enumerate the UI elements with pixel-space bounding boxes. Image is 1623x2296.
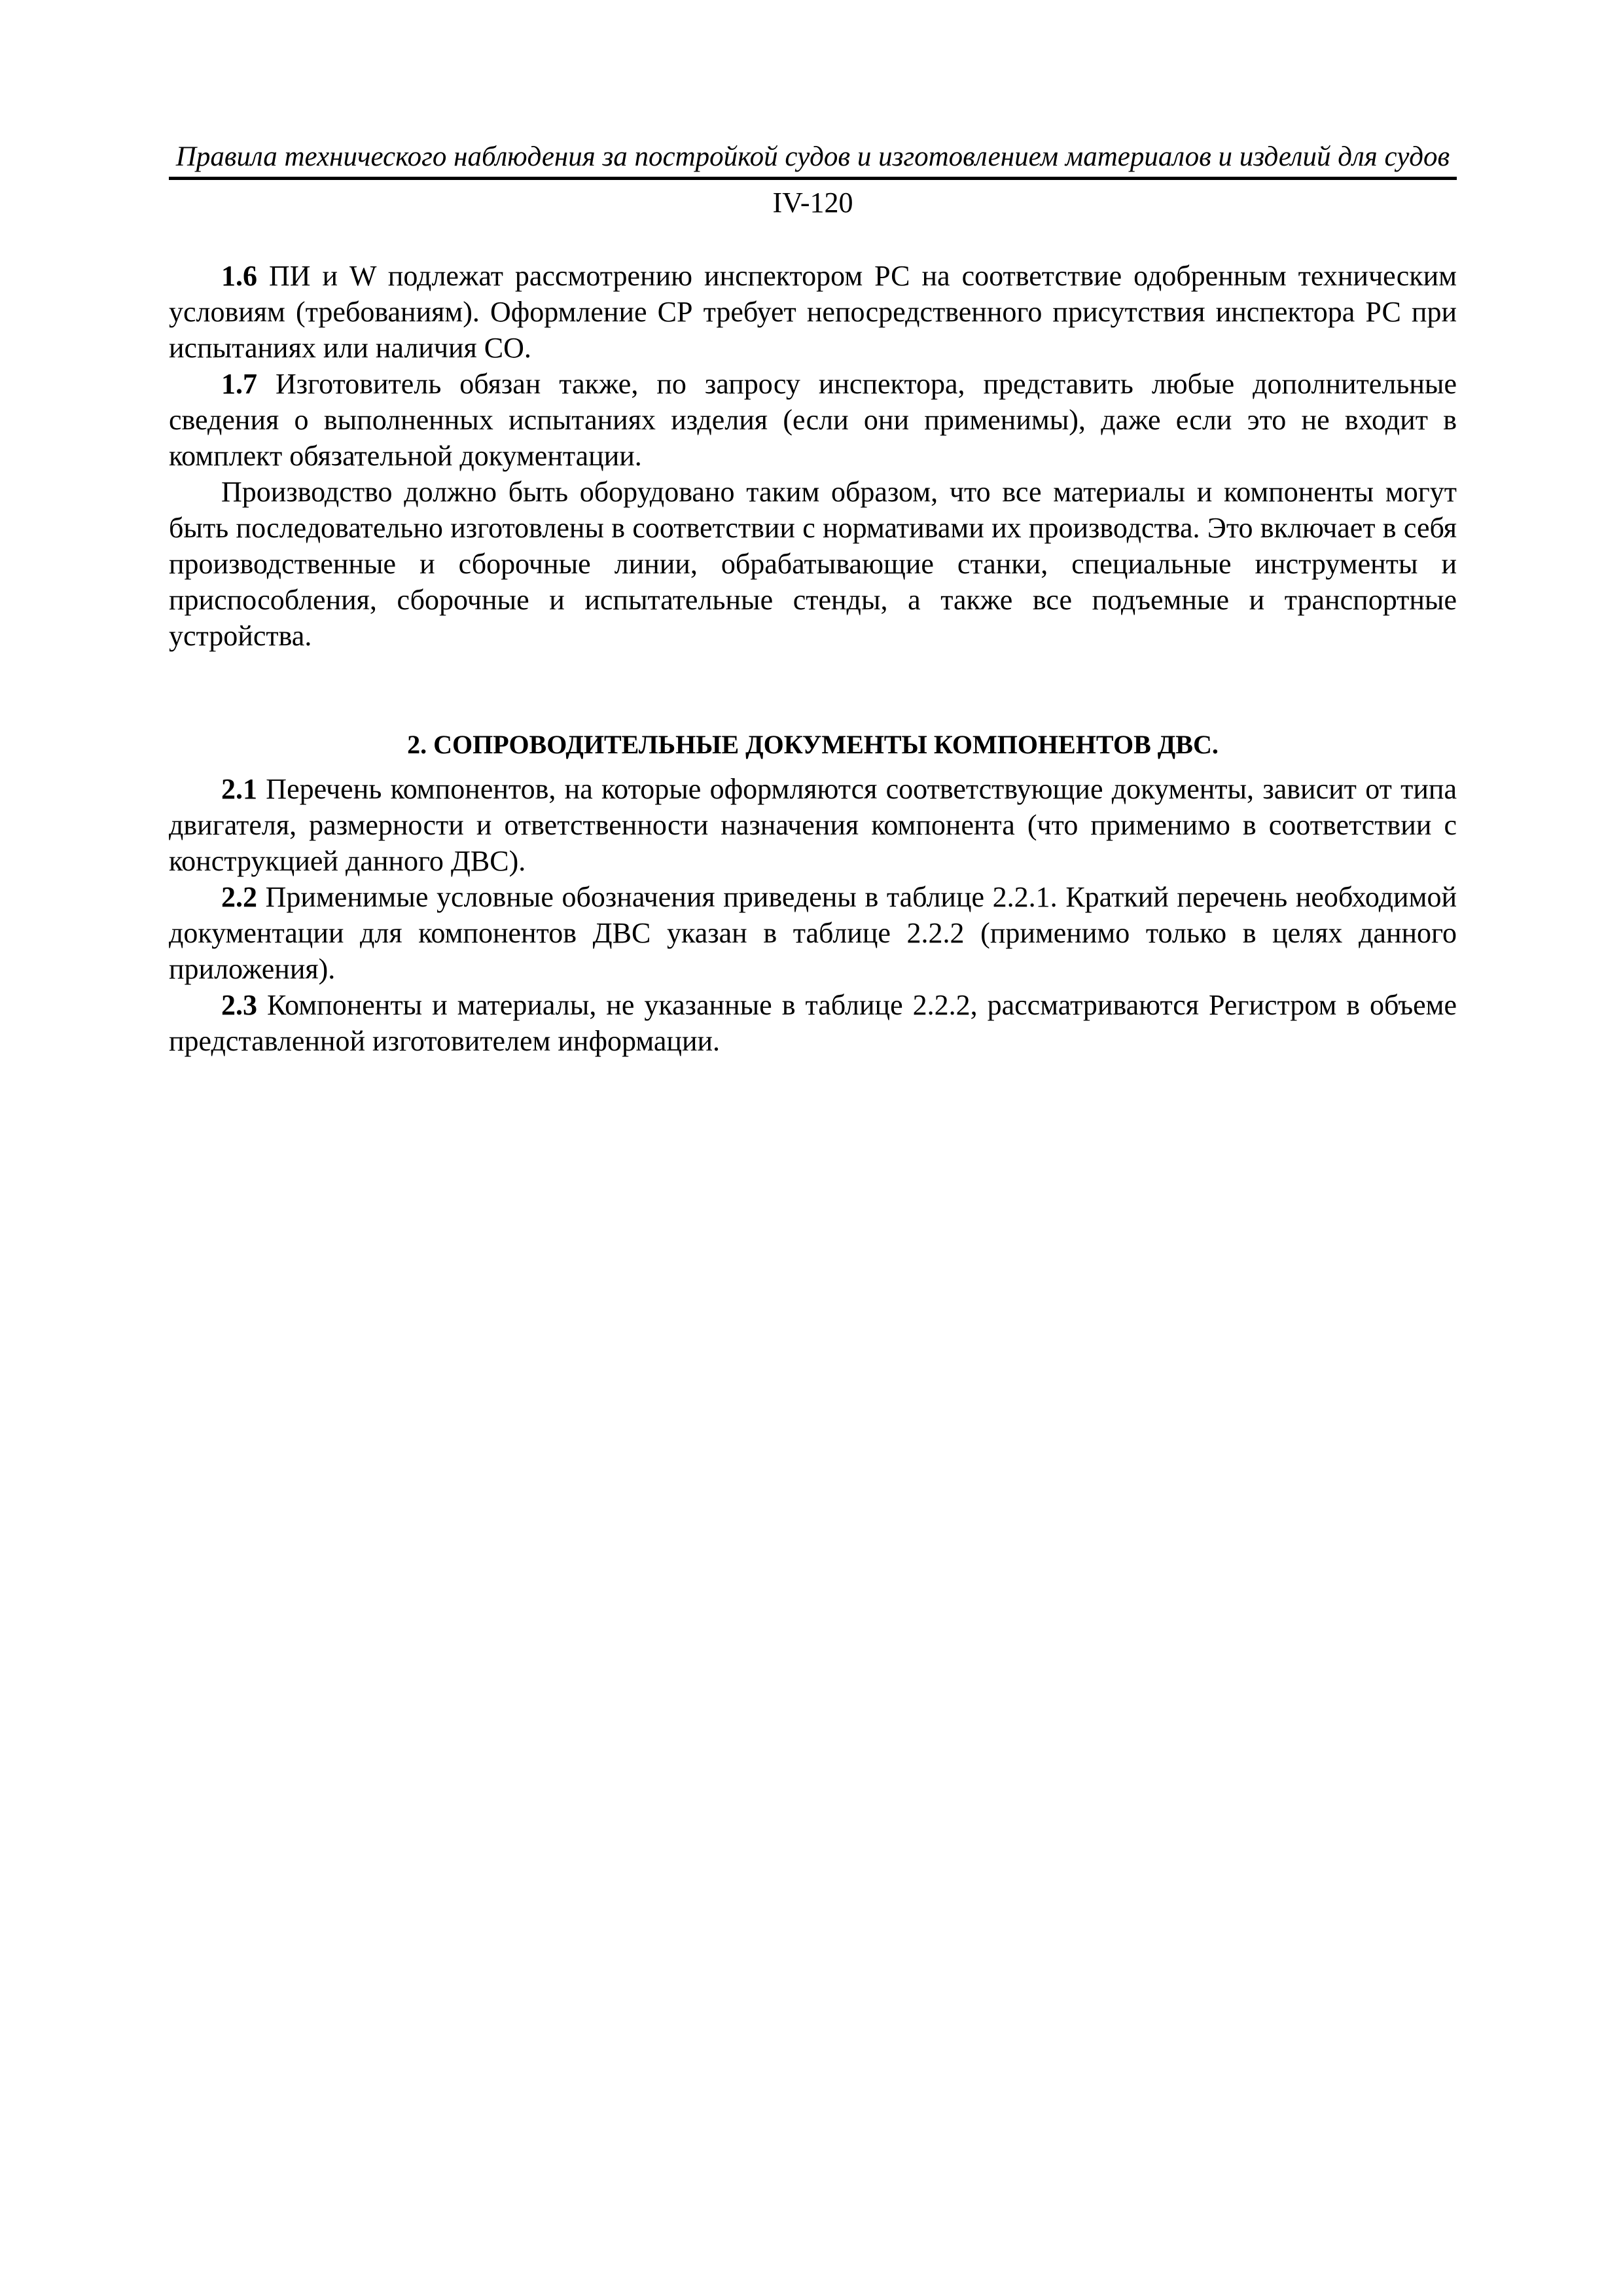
paragraph-1-7 <box>169 366 1457 474</box>
section-1-body <box>169 258 1457 654</box>
paragraph-number: 2.1 <box>221 773 257 805</box>
paragraph-text: Применимые условные обозначения приведены в таблице 2.2.1. Краткий перечень необходимой документации для компонентов ДВС указан в таблице 2.2.2 (применимо только в целях данного приложения). <box>169 881 1457 985</box>
paragraph-number: 1.6 <box>221 260 257 292</box>
paragraph-text: Перечень компонентов, на которые оформляются соответствующие документы, зависит от типа двигателя, размерности и ответственности назначения компонента (что применимо в соответствии с конструкцией данного ДВС). <box>169 773 1457 877</box>
section-2-body <box>169 771 1457 1059</box>
paragraph-2-2 <box>169 879 1457 987</box>
paragraph-number: 2.2 <box>221 881 257 913</box>
section-2-heading: 2. СОПРОВОДИТЕЛЬНЫЕ ДОКУМЕНТЫ КОМПОНЕНТОВ ДВС. <box>407 730 1219 759</box>
running-header-title: Правила технического наблюдения за постройкой судов и изготовлением материалов и изделий для судов <box>175 141 1450 172</box>
paragraph-production <box>169 474 1457 654</box>
paragraph-2-1 <box>169 771 1457 879</box>
paragraph-2-3 <box>169 987 1457 1059</box>
paragraph-number: 1.7 <box>221 368 257 400</box>
paragraph-number: 2.3 <box>221 989 257 1021</box>
paragraph-text: ПИ и W подлежат рассмотрению инспектором РС на соответствие одобренным техническим условиям (требованиям). Оформление СР требует непосредственного присутствия инспектора РС при испытаниях или наличия СО. <box>169 260 1457 364</box>
paragraph-1-6 <box>169 258 1457 366</box>
paragraph-text: Компоненты и материалы, не указанные в таблице 2.2.2, рассматриваются Регистром в объеме представленной изготовителем информации. <box>169 989 1457 1057</box>
page-number: IV-120 <box>772 187 853 219</box>
header-rule <box>169 177 1457 180</box>
paragraph-text: Производство должно быть оборудовано таким образом, что все материалы и компоненты могут быть последовательно изготовлены в соответствии с нормативами их производства. Это включает в себя производственные и сборочные линии, обрабатывающие станки, специальные инструменты и приспособления, сборочные и испытательные стенды, а также все подъемные и транспортные устройства. <box>169 476 1457 652</box>
paragraph-text: Изготовитель обязан также, по запросу инспектора, представить любые дополнительные сведения о выполненных испытаниях изделия (если они применимы), даже если это не входит в комплект обязательной документации. <box>169 368 1457 472</box>
